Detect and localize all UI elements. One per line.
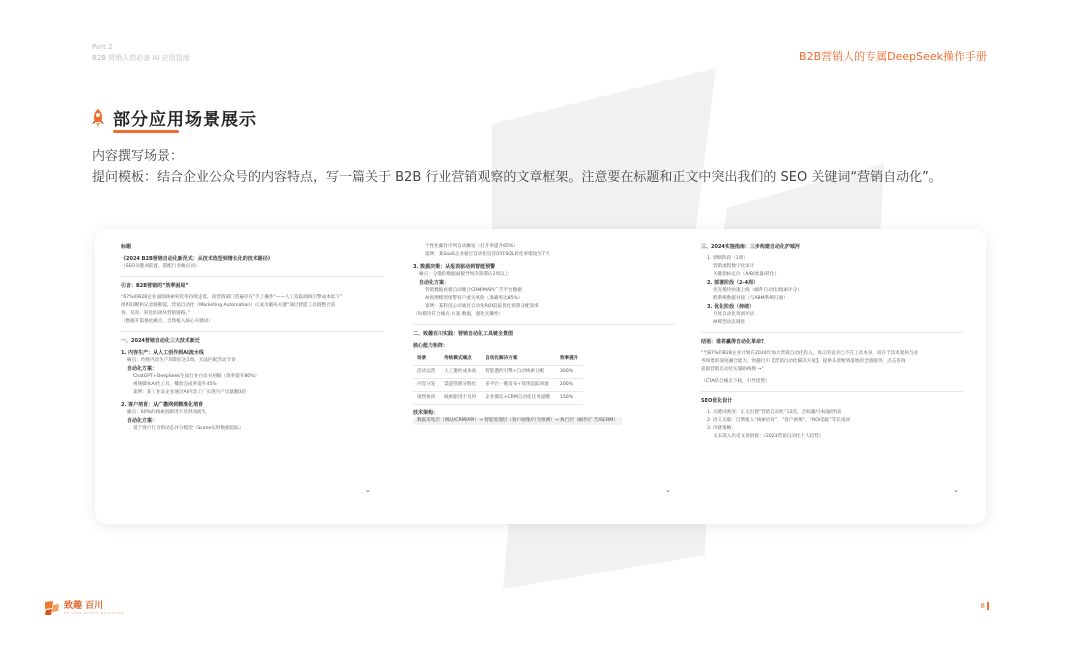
list-item: 自动化方案： <box>127 418 158 424</box>
table-cell: 销售协同 <box>413 392 440 405</box>
list-item: 痛点：60%的线索因跟进不及时而流失 <box>127 410 207 415</box>
table-cell: 多平台一键发布+效果追踪回流 <box>481 379 556 392</box>
list-item: 视频脚本AI化工具，播放完成率提升45% <box>133 382 217 387</box>
capability-table <box>413 353 583 405</box>
list-item: AI预测模型预警客户流失风险（准确率达85%） <box>425 296 523 301</box>
intro-text: 客、培育、转化的闭环营销链路。” <box>121 311 190 316</box>
table-cell: 场景 <box>413 353 440 366</box>
list-item: 1. 诊断阶段（1周） <box>707 256 748 261</box>
title-label: 标题 <box>121 244 132 250</box>
article-title: 《2024 B2B营销自动化新范式：从技术选型到增长化的技术路径》 <box>121 256 273 262</box>
table-cell: 渠道管理分散化 <box>440 379 481 392</box>
table-cell: 线索跟进不及时 <box>440 392 481 405</box>
subsection-heading: 3. 数据决策：从报表驱动到智能预警 <box>413 264 496 270</box>
brand-logo <box>44 600 125 616</box>
scene-label: 内容撰写场景： <box>92 149 184 164</box>
list-item: 案例：某工业品企业通过AI内容工厂实现月产出量翻3倍 <box>133 390 247 395</box>
table-cell: 内容分发 <box>413 379 440 392</box>
list-item: 个性化邮件序列自动触发（打开率提升65%） <box>425 244 518 249</box>
brand-subtitle: BEIJING ZHIQU BAICHUAN <box>64 611 125 615</box>
table-cell: 企业微信+CRM自动化任务提醒 <box>481 392 556 405</box>
list-item: AI模型动态调优 <box>713 320 746 325</box>
intro-heading: 引言：B2B营销的“效率困局” <box>121 283 189 289</box>
section-2-heading: 二、致趣百川实践：营销自动化工具链全景图 <box>413 331 514 337</box>
brand-mark-icon <box>44 600 60 616</box>
conclusion-text: 获取营销自动化实施路线图 →” <box>701 367 764 372</box>
answer-card <box>95 229 986 524</box>
intro-text: “67%的B2B企业面临线索转化率持续走低，而营销部门普遍存在"手工操作"——人工追踪曲线引擎成本低下” <box>121 295 343 300</box>
section-heading <box>90 105 257 130</box>
list-item: 跨系统数据对接（与ABM系统打通） <box>713 296 788 301</box>
section-3-heading: 三、2024实施指南：三步构建自动化护城河 <box>701 244 800 250</box>
page-number-bar <box>987 602 989 610</box>
part-label <box>92 42 190 64</box>
subsection-heading: 1. 内容生产：从人工创作到AI流水线 <box>121 350 204 356</box>
list-item: 文末嵌入历史文章链接：《2023营销自动化十大趋势》 <box>713 434 824 439</box>
list-item: 3. 内链策略： <box>707 426 736 431</box>
seo-heading: SEO优化设计 <box>701 398 733 404</box>
chevron-down-icon[interactable]: ⌄ <box>365 486 371 494</box>
table-cell: 智能邀约引擎+自动线索分配 <box>481 366 556 379</box>
list-item: 优先模块快速上线（邮件自动化/线索评分） <box>713 288 802 293</box>
list-item: 自动化方案： <box>419 280 450 286</box>
table-label: 核心能力矩阵： <box>413 343 449 349</box>
conclusion-text: 务场景的深度融合能力。致趣百川【营销自动化解决方案】，提供从诊断到落地的全链服务，点击咨询 <box>701 359 906 364</box>
part-subtitle: B2B 营销人的必备 AI 应用指南 <box>92 54 190 62</box>
architecture-label: 技术架构： <box>413 410 439 416</box>
table-cell: 200% <box>556 379 583 392</box>
list-item: 案例：某科技公司通过自动化ROI追踪优化预算分配效率 <box>425 304 539 309</box>
subsection-heading: 2. 客户培育：从广撒网到精准化培育 <box>121 402 204 408</box>
table-row <box>413 392 583 405</box>
list-item: 自动化方案： <box>127 366 158 372</box>
list-item: 案例：某SaaS企业通过自动化培育闭环SQL转化率缩短至7天 <box>425 252 550 257</box>
rocket-icon <box>90 108 106 128</box>
list-item: 基于客户行为的动态评分模型（Scene实时数据追踪） <box>133 426 244 431</box>
part-number: Part 2 <box>92 43 113 51</box>
list-item: 月度自动化效果评估 <box>713 312 755 317</box>
table-cell: 150% <box>556 392 583 405</box>
architecture-text: 数据采集层（网站/CRM/API）→ 智能处理层（客户画像/行为预测）→ 执行层（邮件/广告/SCRM） <box>413 417 622 425</box>
brand-name: 致趣 百川 <box>64 601 104 611</box>
table-cell: 传统模式痛点 <box>440 353 481 366</box>
answer-column-2 <box>413 243 675 513</box>
table-cell: 人工邀约成本高 <box>440 366 481 379</box>
table-cell: 效率提升 <box>556 353 583 366</box>
list-item: 痛点：分散的数据面板导致决策滞后2周以上 <box>419 272 510 277</box>
section-1-heading: 一、2024营销自动化三大技术新迁 <box>121 338 200 344</box>
page-number-text: 8 <box>980 602 985 610</box>
manual-title: B2B营销人的专属DeepSeek操作手册 <box>799 50 987 63</box>
list-item: ChatGPT+DeepSeek生成行业白皮书初稿（效率提升80%） <box>133 374 260 379</box>
intro-text: 组织间断和记录链断裂，营销自动化（Marketing Automation）正成为破局关键”通过智能工具链整合获 <box>121 303 336 308</box>
table-cell: 300% <box>556 366 583 379</box>
list-item: 关键指标定位（A/B/流量/转化） <box>713 272 780 277</box>
table-row <box>413 379 583 392</box>
list-item: 痛点：传统内容生产周期长达1周，无法匹配活动节奏 <box>127 358 236 363</box>
list-item: 1. 关键词密度：正文出现“营销自动化”12次，含标题/小标题/图表 <box>707 410 842 415</box>
list-item: 3. 优化阶段（持续） <box>707 304 755 310</box>
chevron-down-icon[interactable]: ⌄ <box>953 486 959 494</box>
list-item: 2. 语义关联：自然植入“线索培育”、“客户画像”、“ROI追踪”等长尾词 <box>707 418 851 423</box>
conclusion-heading: 结语：谁将赢得自动化革命? <box>701 339 764 345</box>
chevron-down-icon[interactable]: ⌄ <box>665 486 671 494</box>
answer-column-1 <box>121 243 383 513</box>
table-row <box>413 366 583 379</box>
list-item: 营销数据看板自动聚合CRM/MAP/广告平台数据 <box>425 288 522 293</box>
table-row <box>413 353 583 366</box>
module-note: （每模块符合痛点·方案·数据，强化实操性） <box>413 312 504 317</box>
prompt-template: 提问模板：结合企业公众号的内容特点，写一篇关于 B2B 行业营销观察的文章框架。注意要在标题和正文中突出我们的 SEO 关键词“营销自动化”。 <box>92 170 942 185</box>
conclusion-text: “当87%的B2B企业计划在2024年加大营销自动化投入，真正的竞争已不在工具本身，而在于技术架构与业 <box>701 351 919 356</box>
answer-column-3 <box>701 243 963 513</box>
table-cell: 活动运营 <box>413 366 440 379</box>
list-item: 营销流程数字化审计 <box>713 264 755 269</box>
intro-note: （数据开篇强化痛点，自然植入核心关键词） <box>121 319 213 324</box>
table-cell: 自动化解决方案 <box>481 353 556 366</box>
title-note: （SEO关键词前置，搭配行业痛点词） <box>121 264 200 269</box>
conclusion-note: （CTA结合痛点下载，引导留资） <box>701 379 770 384</box>
list-item: 2. 部署阶段（2-4周） <box>707 280 759 286</box>
section-title: 部分应用场景展示 <box>113 105 257 130</box>
page-number <box>981 602 989 610</box>
